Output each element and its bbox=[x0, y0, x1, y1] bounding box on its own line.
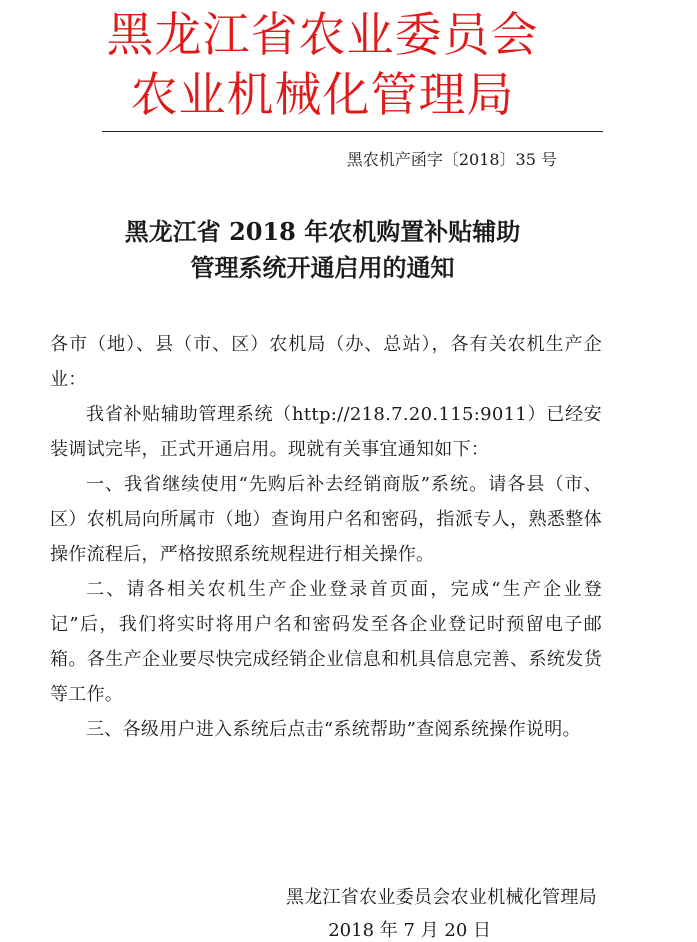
issuing-org-line2: 农业机械化管理局 bbox=[130, 68, 515, 123]
document-number: 黑农机产函字〔2018〕35 号 bbox=[346, 150, 557, 169]
issue-date: 2018 年 7 月 20 日 bbox=[328, 920, 491, 941]
intro-paragraph: 我省补贴辅助管理系统（http://218.7.20.115:9011）已经安装调试完毕，正式开通启用。现就有关事宜通知如下： bbox=[50, 404, 602, 460]
item-two-paragraph: 二、请各相关农机生产企业登录首页面，完成“生产企业登记”后，我们将实时将用户名和密码发至各企业登记时预留电子邮箱。各生产企业要尽快完成经销企业信息和机具信息完善、系统发货等工作。 bbox=[50, 579, 602, 705]
salutation: 各市（地）、县（市、区）农机局（办、总站），各有关农机生产企业： bbox=[50, 334, 602, 390]
item-one-paragraph: 一、我省继续使用“先购后补去经销商版”系统。请各县（市、区）农机局向所属市（地）查询用户名和密码，指派专人，熟悉整体操作流程后，严格按照系统规程进行相关操作。 bbox=[50, 474, 602, 565]
notice-body bbox=[50, 327, 602, 747]
item-three-paragraph: 三、各级用户进入系统后点击“系统帮助”查阅系统操作说明。 bbox=[86, 719, 581, 740]
notice-title-line2: 管理系统开通启用的通知 bbox=[190, 253, 455, 282]
notice-title-line1: 黑龙江省 2018 年农机购置补贴辅助 bbox=[124, 217, 521, 246]
header-divider bbox=[102, 131, 603, 132]
signature: 黑龙江省农业委员会农业机械化管理局 bbox=[285, 887, 597, 908]
issuing-org-line1: 黑龙江省农业委员会 bbox=[106, 8, 539, 63]
